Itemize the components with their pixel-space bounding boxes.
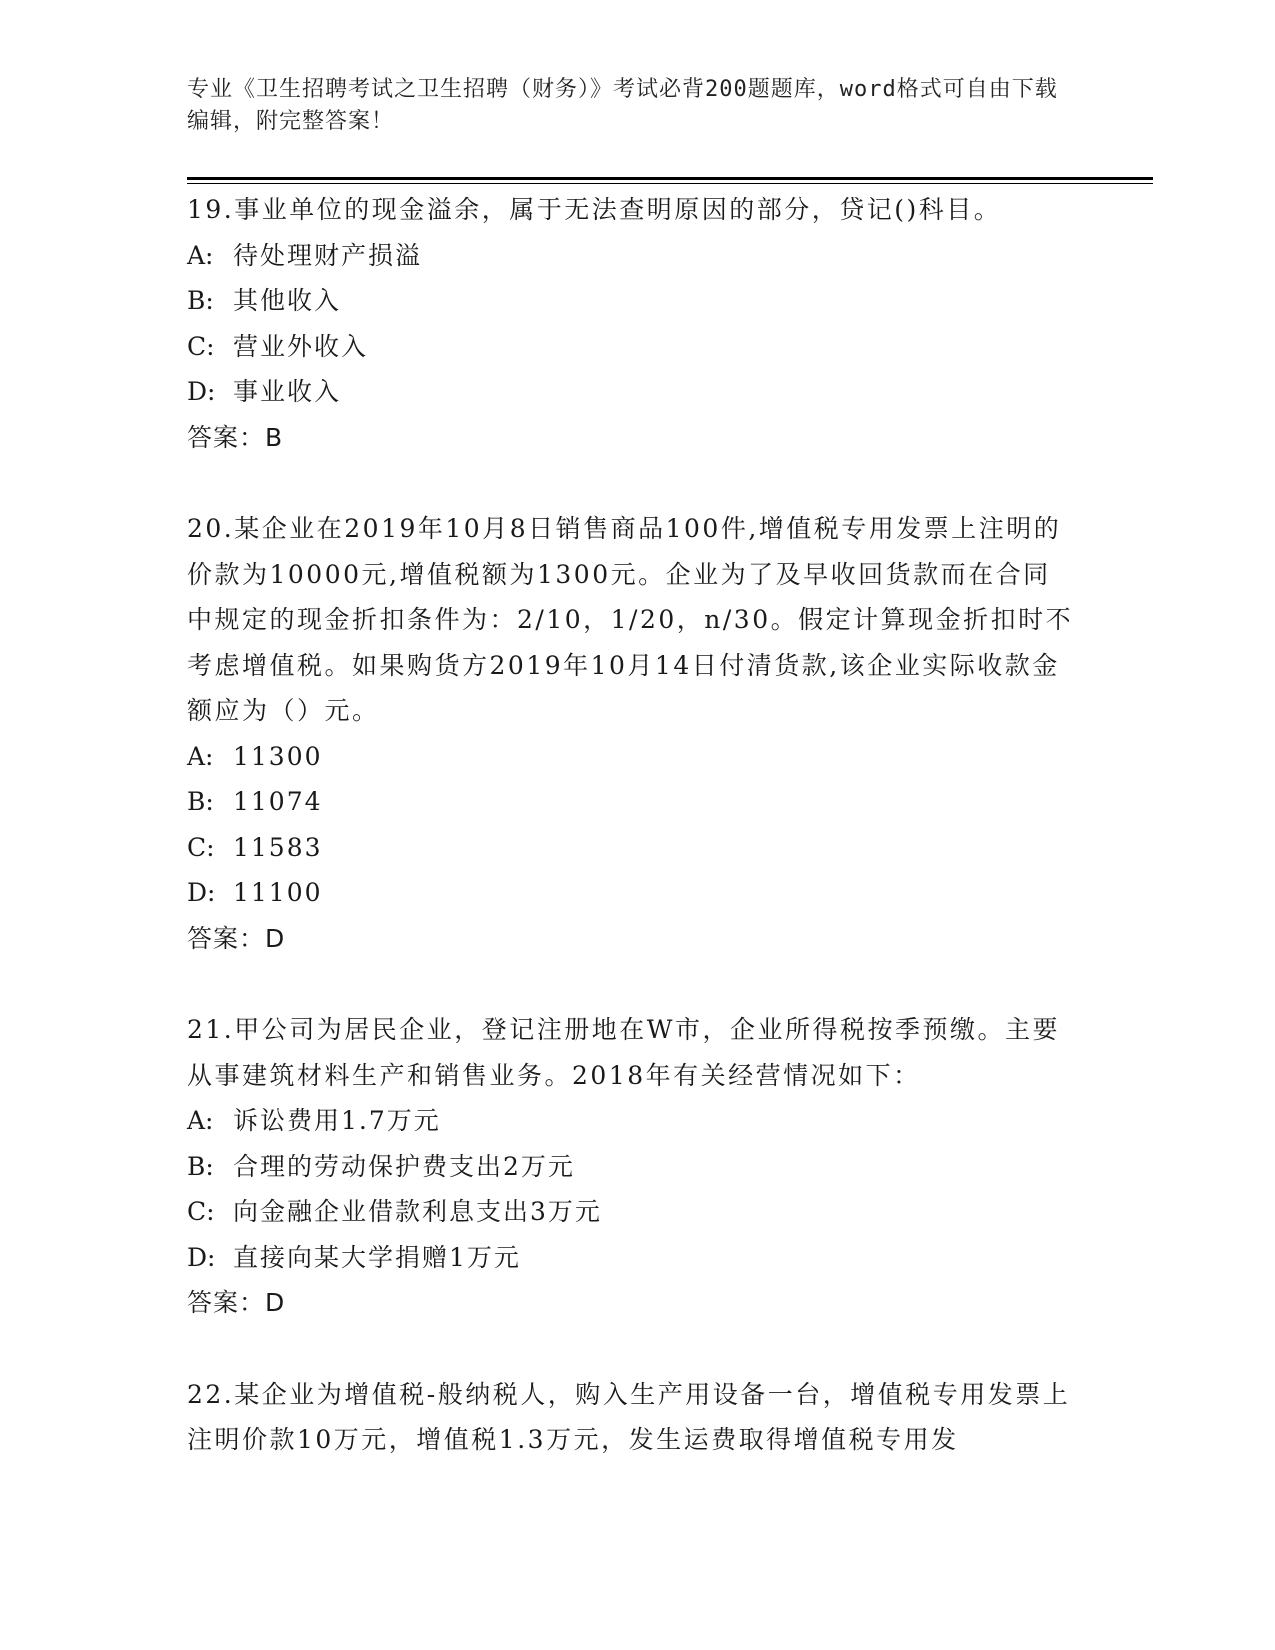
option-b	[187, 278, 1077, 324]
answer-line: 答案：D	[187, 923, 286, 953]
option-text: 直接向某大学捐赠1万元	[233, 1242, 521, 1272]
document-header: 专业《卫生招聘考试之卫生招聘（财务）》考试必背200题题库，word格式可自由下载编辑，附完整答案！	[187, 77, 1058, 134]
question-21	[187, 1007, 1077, 1326]
option-d	[187, 369, 1077, 415]
option-letter: B:	[187, 1151, 214, 1181]
option-letter: B:	[187, 787, 214, 816]
option-text: 待处理财产损溢	[233, 240, 423, 270]
answer-line: 答案：B	[187, 422, 284, 452]
question-list	[187, 187, 1077, 1463]
option-text: 向金融企业借款利息支出3万元	[233, 1197, 602, 1226]
option-letter: C:	[187, 1197, 215, 1226]
option-text: 事业收入	[233, 377, 342, 406]
question-text: 20.某企业在2019年10月8日销售商品100件,增值税专用发票上注明的价款为10000元,增值税额为1300元。企业为了及早收回货款而在合同中规定的现金折扣条件为：2/10，1/20，n/30。假定计算现金折扣时不考虑增值税。如果购货方2019年10月14日付清货款,该企业实际收款金额应为（）元。	[187, 514, 1074, 725]
option-c	[187, 1189, 1077, 1235]
option-a	[187, 734, 1077, 780]
option-a	[187, 233, 1077, 279]
question-text: 21.甲公司为居民企业，登记注册地在W市，企业所得税按季预缴。主要从事建筑材料生产和销售业务。2018年有关经营情况如下：	[187, 1015, 1060, 1090]
option-letter: A:	[187, 1106, 214, 1135]
question-spacer	[187, 1326, 1077, 1372]
option-d	[187, 1235, 1077, 1281]
option-text: 合理的劳动保护费支出2万元	[233, 1151, 575, 1181]
option-text: 11583	[233, 832, 323, 862]
option-text: 11074	[233, 787, 323, 816]
header-divider-thick	[187, 177, 1153, 180]
option-letter: A:	[187, 741, 214, 771]
option-text: 11300	[233, 741, 323, 771]
option-text: 11100	[233, 878, 323, 907]
option-letter: C:	[187, 331, 215, 361]
question-text: 22.某企业为增值税-般纳税人，购入生产用设备一台，增值税专用发票上注明价款10万元，增值税1.3万元，发生运费取得增值税专用发	[187, 1379, 1071, 1454]
option-c	[187, 324, 1077, 370]
header-divider-thin	[187, 183, 1153, 184]
answer-line: 答案：D	[187, 1288, 286, 1317]
option-text: 其他收入	[233, 286, 342, 315]
question-spacer	[187, 460, 1077, 506]
option-c	[187, 825, 1077, 871]
option-d	[187, 870, 1077, 916]
option-text: 诉讼费用1.7万元	[233, 1106, 441, 1135]
option-letter: D:	[187, 1242, 216, 1272]
option-a	[187, 1098, 1077, 1144]
question-19	[187, 187, 1077, 460]
question-20	[187, 506, 1077, 961]
option-b	[187, 1144, 1077, 1190]
question-22	[187, 1372, 1077, 1463]
option-letter: A:	[187, 240, 214, 270]
option-letter: B:	[187, 286, 214, 315]
option-text: 营业外收入	[233, 331, 369, 361]
option-b	[187, 779, 1077, 825]
option-letter: D:	[187, 377, 216, 406]
option-letter: C:	[187, 832, 215, 862]
question-text: 19.事业单位的现金溢余，属于无法查明原因的部分，贷记()科目。	[187, 195, 1002, 224]
question-spacer	[187, 961, 1077, 1007]
option-letter: D:	[187, 878, 216, 907]
